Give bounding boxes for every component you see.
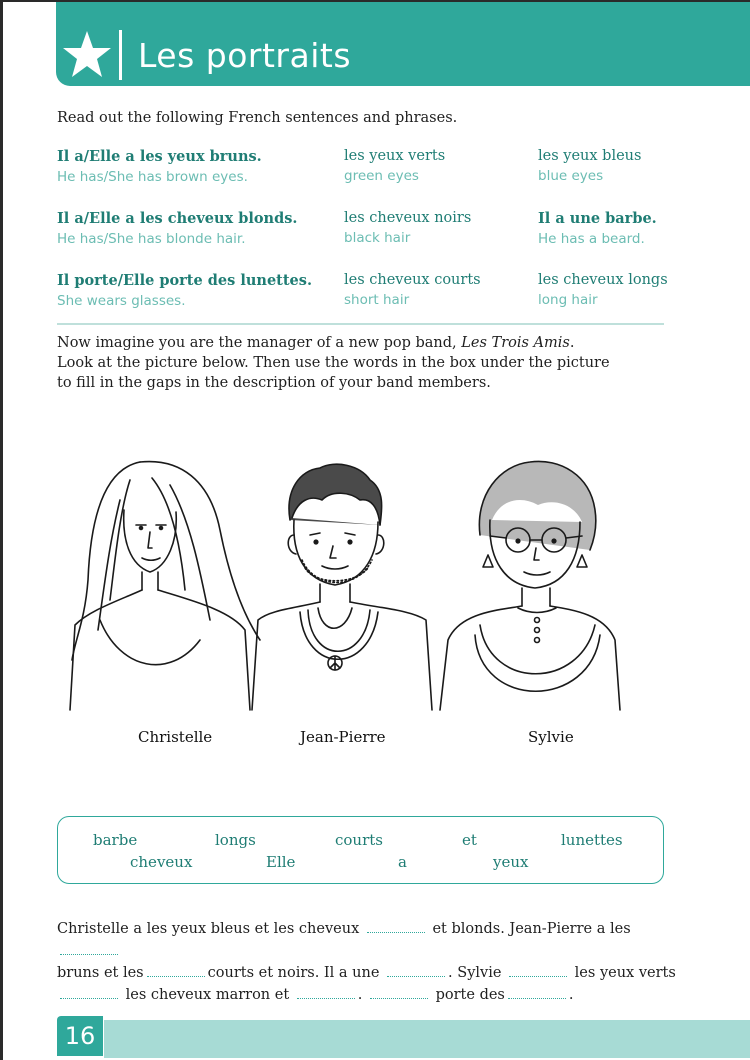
word-box-item: courts: [335, 831, 383, 849]
phrase-english: He has/She has brown eyes.: [57, 169, 248, 185]
band-illustration: [60, 440, 670, 720]
phrase-item: [344, 148, 445, 184]
page-number: 16: [64, 1022, 96, 1050]
word-box-item: longs: [215, 831, 256, 849]
sylvie-drawing: [440, 461, 620, 710]
instruction-line: Look at the picture below. Then use the words in the box under the picture: [57, 355, 610, 371]
phrase-english: He has a beard.: [538, 231, 645, 247]
phrase-french: les cheveux noirs: [344, 210, 472, 226]
band-name: Les Trois Amis: [461, 335, 570, 351]
word-box-item: lunettes: [561, 831, 623, 849]
phrase-french: Il porte/Elle porte des lunettes.: [57, 272, 312, 289]
name-label-sylvie: Sylvie: [528, 728, 574, 746]
gap-text-segment: .: [357, 987, 363, 1003]
phrase-french: les yeux bleus: [538, 148, 642, 164]
phrase-english: blue eyes: [538, 168, 604, 184]
gap-text-segment: Christelle a les yeux bleus et les cheveux: [57, 921, 360, 937]
word-box-item: barbe: [93, 831, 138, 849]
gap-blank[interactable]: [370, 987, 428, 999]
phrase-item: [538, 148, 641, 184]
gap-blank[interactable]: [508, 987, 566, 999]
star-icon: [56, 2, 118, 86]
instruction-line: Now imagine you are the manager of a new pop band,: [57, 335, 462, 351]
phrase-item: [57, 210, 297, 247]
phrase-english: He has/She has blonde hair.: [57, 231, 246, 247]
name-label-jean-pierre: Jean-Pierre: [300, 728, 386, 746]
word-box-item: yeux: [493, 853, 529, 871]
gap-text-segment: bruns et les: [57, 965, 144, 981]
name-label-christelle: Christelle: [138, 728, 213, 746]
gap-text-segment: les yeux verts: [574, 965, 676, 981]
header-divider: [119, 30, 122, 80]
christelle-drawing: [70, 462, 260, 710]
phrase-item: [344, 210, 471, 246]
phrase-french: Il a une barbe.: [538, 210, 657, 227]
jean-pierre-drawing: [252, 464, 432, 710]
page-title: Les portraits: [138, 36, 352, 75]
gap-text-segment: courts et noirs. Il a une: [207, 965, 380, 981]
gap-blank[interactable]: [509, 965, 567, 977]
word-box: [57, 816, 664, 884]
gap-text-segment: . Sylvie: [448, 965, 502, 981]
footer-bar: [104, 1020, 750, 1058]
phrase-french: les cheveux longs: [538, 272, 668, 288]
section-divider: [57, 323, 664, 325]
phrase-french: les cheveux courts: [344, 272, 481, 288]
gap-text-segment: les cheveux marron et: [125, 987, 290, 1003]
gap-blank[interactable]: [147, 965, 205, 977]
phrase-english: black hair: [344, 230, 411, 246]
gap-text-segment: porte des: [435, 987, 505, 1003]
phrase-item: [538, 210, 657, 247]
instruction-punct: .: [569, 335, 575, 351]
gap-blank[interactable]: [60, 987, 118, 999]
instruction-line: to fill in the gaps in the description of your band members.: [57, 375, 491, 391]
phrase-item: [57, 148, 262, 185]
gap-text-segment: et blonds. Jean-Pierre a les: [432, 921, 631, 937]
phrase-item: [344, 272, 481, 308]
intro-text: Read out the following French sentences and phrases.: [57, 110, 458, 126]
gap-fill-paragraph: [57, 918, 677, 1006]
phrase-french: Il a/Elle a les cheveux blonds.: [57, 210, 298, 227]
phrase-english: long hair: [538, 292, 598, 308]
page-number-box: [57, 1016, 103, 1056]
instruction-text: [57, 333, 657, 393]
phrase-item: [538, 272, 668, 308]
word-box-item: a: [398, 853, 407, 871]
phrase-french: Il a/Elle a les yeux bruns.: [57, 148, 262, 165]
word-box-item: et: [462, 831, 477, 849]
gap-blank[interactable]: [297, 987, 355, 999]
gap-blank[interactable]: [60, 943, 118, 955]
phrase-english: green eyes: [344, 168, 419, 184]
word-box-item: cheveux: [130, 853, 193, 871]
phrase-french: les yeux verts: [344, 148, 446, 164]
phrase-english: She wears glasses.: [57, 293, 186, 309]
phrase-item: [57, 272, 312, 309]
gap-blank[interactable]: [367, 921, 425, 933]
phrase-english: short hair: [344, 292, 410, 308]
gap-blank[interactable]: [387, 965, 445, 977]
page-border-left: [0, 0, 3, 1060]
header-banner: [56, 2, 750, 86]
gap-text-segment: .: [568, 987, 574, 1003]
word-box-item: Elle: [266, 853, 296, 871]
